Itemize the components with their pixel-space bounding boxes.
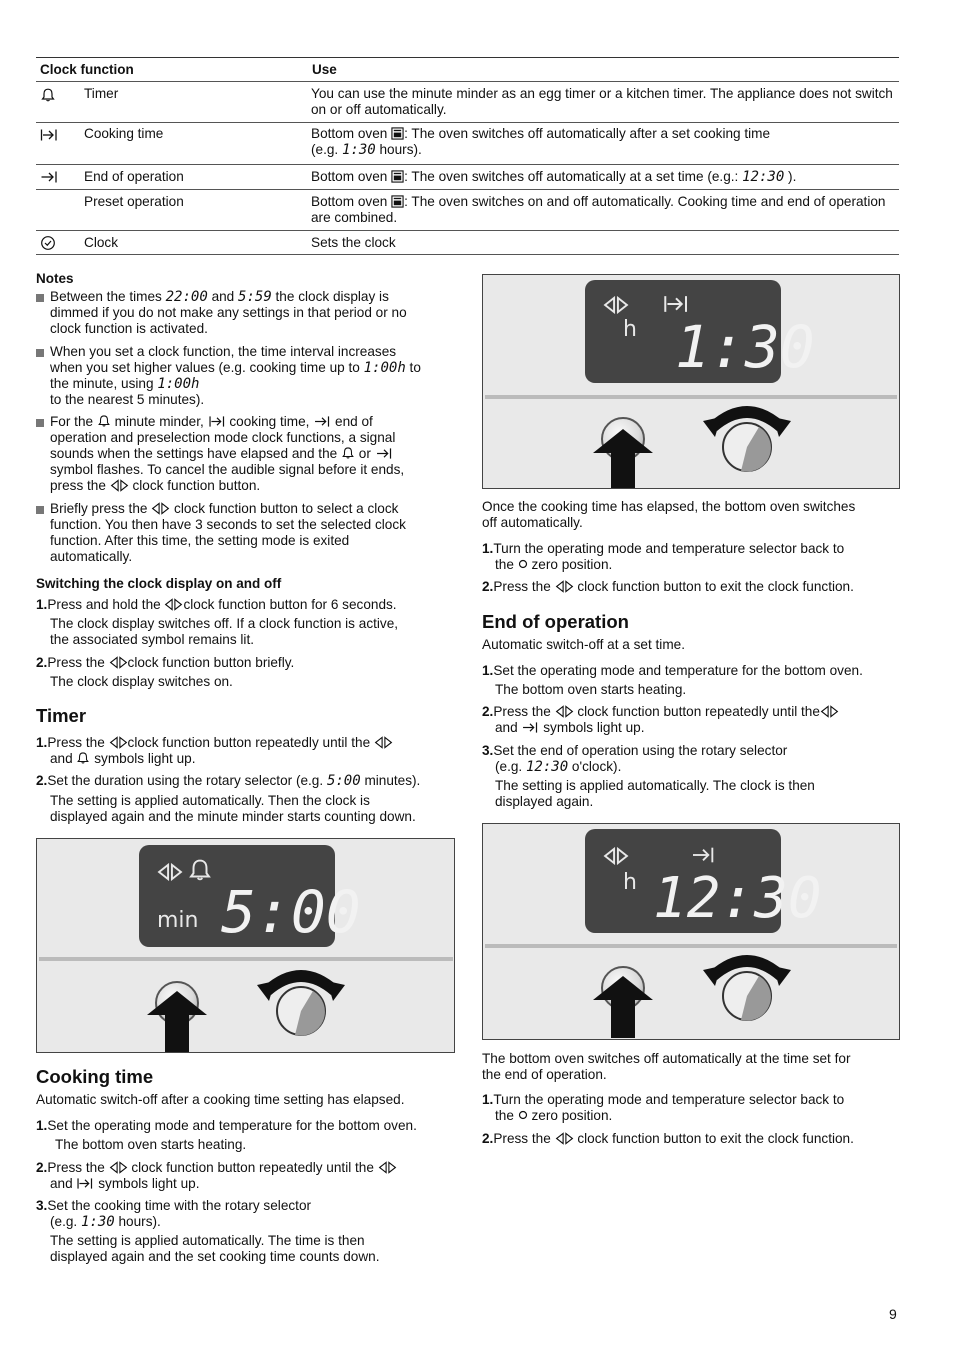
note-text: and (211, 289, 235, 304)
end-of-operation-icon (40, 170, 58, 184)
note-text: the clock display is (275, 289, 389, 304)
step-number: 1. (482, 541, 494, 556)
note-text: press the (50, 478, 106, 493)
use-text: Bottom oven (311, 169, 388, 184)
end-step-1 (482, 663, 902, 679)
note-text: automatically. (50, 549, 133, 564)
note-text: Between the times (50, 289, 162, 304)
bottom-oven-icon (391, 127, 404, 140)
body-text: the end of operation. (482, 1067, 607, 1082)
step-text: clock function button repeatedly until the (577, 704, 820, 719)
function-name: Timer (84, 86, 119, 101)
end-of-operation-icon (375, 447, 393, 460)
display-digits: 5:00 (221, 878, 361, 946)
cooking-after-step-2 (482, 579, 902, 595)
use-text: Bottom oven (311, 126, 388, 141)
step-number: 1. (36, 1118, 48, 1133)
notes-heading: Notes (36, 271, 74, 286)
note-text: when you set higher values (e.g. cooking time up to (50, 360, 360, 375)
step-text: displayed again and the set cooking time counts down. (50, 1249, 380, 1264)
timer-display-figure (36, 838, 455, 1053)
function-use (311, 126, 896, 158)
unit-label: h (623, 870, 637, 895)
switching-step-2-result: The clock display switches on. (50, 674, 233, 689)
clock-function-table (36, 57, 899, 255)
note-text: the minute, using (50, 376, 154, 391)
note-text: Briefly press the (50, 501, 148, 516)
segment-digits: 1:30 (341, 142, 376, 158)
function-use (311, 194, 896, 226)
clock-function-button-icon (110, 479, 129, 492)
note-text: to the nearest 5 minutes). (50, 392, 205, 407)
step-text: zero position. (531, 1108, 613, 1123)
press-arrow-icon (591, 427, 655, 489)
note-text: symbol flashes. To cancel the audible signal before it ends, (50, 462, 405, 477)
step-number: 3. (36, 1198, 48, 1213)
table-header-row (36, 58, 899, 82)
bullet (36, 294, 44, 302)
step-number: 1. (482, 663, 494, 678)
table-row-end-of-operation (36, 165, 899, 190)
oven-display (139, 845, 361, 947)
segment-digits: 22:00 (165, 289, 208, 305)
step-text: clock function button repeatedly until the (131, 1160, 374, 1175)
cooking-after-text (482, 499, 902, 531)
use-text: : The oven switches off automatically at a set time (e.g.: (404, 169, 739, 184)
cooking-time-intro: Automatic switch-off after a cooking time setting has elapsed. (36, 1092, 405, 1107)
function-name: Preset operation (84, 194, 184, 209)
function-name: Cooking time (84, 126, 164, 141)
step-text: clock function button repeatedly until the (127, 735, 371, 750)
segment-digits: 5:00 (326, 773, 361, 789)
timer-step-2-result (50, 793, 460, 825)
end-of-operation-intro: Automatic switch-off at a set time. (482, 637, 685, 652)
step-text: clock function button to exit the clock function. (577, 579, 854, 594)
page-number: 9 (889, 1306, 897, 1322)
unit-label: min (157, 908, 199, 933)
switching-heading: Switching the clock display on and off (36, 576, 282, 591)
table-row-cooking-time (36, 123, 899, 165)
step-text: The setting is applied automatically. The clock is then (495, 778, 815, 793)
clock-function-button-icon (157, 863, 183, 881)
use-text: Bottom oven (311, 194, 388, 209)
cooking-step-1-result: The bottom oven starts heating. (55, 1137, 247, 1152)
step-text: clock function button for 6 seconds. (183, 597, 397, 612)
end-step-3 (482, 743, 902, 775)
end-step-3-result (495, 778, 905, 810)
step-text: clock function button briefly. (127, 655, 295, 670)
step-text: and (50, 751, 73, 766)
step-text: Press the (47, 1160, 105, 1175)
note-text: operation and preselection mode clock functions, a signal (50, 430, 396, 445)
note-2 (50, 344, 460, 408)
step-number: 1. (36, 597, 48, 612)
clock-function-button-icon (820, 705, 839, 718)
note-text: For the (50, 414, 94, 429)
step-text: the (495, 557, 514, 572)
step-number: 2. (482, 579, 494, 594)
step-text: symbols light up. (543, 720, 645, 735)
clock-function-button-icon (378, 1161, 397, 1174)
body-text: off automatically. (482, 515, 583, 530)
step-text: Set the operating mode and temperature for the bottom oven. (47, 1118, 417, 1133)
bell-icon (341, 446, 355, 460)
segment-digits: 12:30 (742, 169, 785, 185)
switching-step-2 (36, 655, 461, 671)
panel-edge (485, 395, 897, 399)
step-text: The setting is applied automatically. Then the clock is (50, 793, 370, 808)
note-text: or (358, 446, 371, 461)
step-text: and (495, 720, 518, 735)
function-use: You can use the minute minder as an egg timer or a kitchen timer. The appliance does not switch on or off automatically. (311, 86, 893, 117)
body-text: Once the cooking time has elapsed, the bottom oven switches (482, 499, 856, 514)
table-header-clock-function: Clock function (40, 62, 134, 77)
cooking-after-step-1 (482, 541, 902, 573)
cooking-time-icon (208, 415, 226, 428)
end-after-step-1 (482, 1092, 902, 1124)
step-text: The setting is applied automatically. The time is then (50, 1233, 365, 1248)
use-text: (e.g. (311, 142, 339, 157)
step-text: Set the operating mode and temperature for the bottom oven. (493, 663, 863, 678)
note-text: clock function button to select a clock (174, 501, 399, 516)
step-number: 2. (36, 655, 48, 670)
segment-digits: 1:00h (157, 376, 200, 392)
note-text: cooking time, (229, 414, 310, 429)
press-arrow-icon (145, 989, 209, 1053)
note-4 (50, 501, 460, 565)
rotary-selector[interactable] (701, 387, 793, 483)
note-text: minute minder, (114, 414, 204, 429)
rotary-selector[interactable] (255, 951, 347, 1047)
clock-function-button-icon (109, 736, 128, 749)
cooking-time-icon (663, 294, 689, 314)
step-text: symbols light up. (94, 751, 196, 766)
clock-function-button-icon (374, 736, 393, 749)
step-number: 1. (482, 1092, 494, 1107)
press-arrow-icon (591, 974, 655, 1038)
bell-icon (76, 751, 90, 765)
body-text: The bottom oven switches off automatically at the time set for (482, 1051, 851, 1066)
note-text: end of (335, 414, 373, 429)
end-of-operation-icon (691, 845, 715, 865)
step-text: symbols light up. (98, 1176, 200, 1191)
panel-edge (485, 944, 897, 948)
bullet (36, 349, 44, 357)
step-text: o'clock). (571, 759, 622, 774)
end-after-step-2 (482, 1131, 902, 1147)
bell-icon (187, 857, 213, 883)
oven-display (585, 280, 815, 383)
segment-digits: 1:30 (80, 1214, 115, 1230)
note-text: clock function is activated. (50, 321, 208, 336)
step-text: Press the (493, 1131, 551, 1146)
step-text: zero position. (531, 557, 613, 572)
end-step-1-result: The bottom oven starts heating. (495, 682, 687, 697)
oven-display (585, 829, 822, 933)
step-text: (e.g. (50, 1214, 78, 1229)
table-row-preset-operation (36, 190, 899, 231)
note-text: When you set a clock function, the time interval increases (50, 344, 397, 359)
end-step-2 (482, 704, 902, 736)
zero-position-icon (518, 1110, 528, 1120)
step-text: displayed again and the minute minder starts counting down. (50, 809, 416, 824)
zero-position-icon (518, 559, 528, 569)
bullet (36, 419, 44, 427)
step-text: Turn the operating mode and temperature selector back to (493, 541, 845, 556)
end-of-operation-icon (521, 721, 539, 734)
step-text: Press the (493, 579, 551, 594)
step-text: Set the duration using the rotary selector (e.g. (47, 773, 324, 788)
step-number: 2. (482, 704, 494, 719)
step-number: 2. (482, 1131, 494, 1146)
step-number: 2. (36, 773, 48, 788)
step-text: and (50, 1176, 73, 1191)
switching-step-1 (36, 597, 461, 613)
step-text: clock function button to exit the clock function. (577, 1131, 854, 1146)
end-after-text (482, 1051, 902, 1083)
cooking-step-3-result (50, 1233, 460, 1265)
step-number: 1. (36, 735, 48, 750)
timer-step-2 (36, 773, 461, 789)
note-3 (50, 414, 460, 494)
function-use (311, 169, 896, 185)
function-name: Clock (84, 235, 118, 250)
clock-function-button-icon (109, 656, 128, 669)
clock-function-button-icon (603, 847, 629, 865)
step-text: Set the end of operation using the rotary selector (493, 743, 788, 758)
panel-edge (39, 957, 453, 961)
table-row-timer (36, 82, 899, 123)
segment-digits: 1:00h (363, 360, 406, 376)
switching-step-1-result (50, 616, 460, 648)
end-of-operation-icon (313, 415, 331, 428)
step-text: (e.g. (495, 759, 523, 774)
segment-digits: 5:59 (238, 289, 272, 305)
clock-function-button-icon (555, 580, 574, 593)
clock-function-button-icon (151, 502, 170, 515)
step-text: Set the cooking time with the rotary selector (47, 1198, 312, 1213)
step-number: 2. (36, 1160, 48, 1175)
cooking-step-3 (36, 1198, 461, 1230)
step-text: Press the (493, 704, 551, 719)
end-of-operation-heading: End of operation (482, 611, 629, 632)
step-text: Press and hold the (47, 597, 161, 612)
clock-function-button-icon (109, 1161, 128, 1174)
clock-icon (40, 235, 56, 251)
cooking-step-1 (36, 1118, 461, 1134)
table-row-clock (36, 231, 899, 255)
use-text: ). (788, 169, 797, 184)
end-of-operation-display-figure (482, 823, 900, 1040)
bell-icon (40, 88, 56, 102)
bullet (36, 506, 44, 514)
clock-function-button-icon (555, 1132, 574, 1145)
step-text: displayed again. (495, 794, 594, 809)
note-text: dimmed if you do not make any settings in that period or no (50, 305, 407, 320)
note-text: sounds when the settings have elapsed and the (50, 446, 338, 461)
clock-function-button-icon (164, 598, 183, 611)
unit-label: h (623, 317, 637, 342)
use-text: : The oven switches on and off automatically. Cooking time and end of operation are combined. (311, 194, 886, 225)
clock-function-button-icon (555, 705, 574, 718)
table-header-use: Use (312, 62, 337, 77)
step-text: the (495, 1108, 514, 1123)
note-text: clock function button. (132, 478, 261, 493)
step-text: the associated symbol remains lit. (50, 632, 254, 647)
cooking-time-heading: Cooking time (36, 1066, 154, 1087)
bottom-oven-icon (391, 170, 404, 183)
use-text: : The oven switches off automatically after a set cooking time (404, 126, 771, 141)
cooking-step-2 (36, 1160, 461, 1192)
step-number: 3. (482, 743, 494, 758)
rotary-selector[interactable] (701, 936, 793, 1032)
step-text: Press the (47, 655, 105, 670)
timer-heading: Timer (36, 705, 87, 726)
bell-icon (97, 414, 111, 428)
cooking-time-display-figure (482, 274, 900, 489)
bottom-oven-icon (391, 195, 404, 208)
note-text: to (409, 360, 421, 375)
clock-function-button-icon (603, 296, 629, 314)
step-text: Press the (47, 735, 105, 750)
step-text: minutes). (364, 773, 421, 788)
function-name: End of operation (84, 169, 184, 184)
step-text: Turn the operating mode and temperature selector back to (493, 1092, 845, 1107)
note-text: function. After this time, the setting mode is exited (50, 533, 350, 548)
timer-step-1 (36, 735, 461, 767)
note-text: function. You then have 3 seconds to set the selected clock (50, 517, 406, 532)
note-1 (50, 289, 460, 337)
step-text: The clock display switches off. If a clock function is active, (50, 616, 399, 631)
function-use: Sets the clock (311, 235, 396, 250)
cooking-time-icon (76, 1177, 94, 1190)
step-text: hours). (118, 1214, 161, 1229)
display-digits: 1:30 (675, 313, 815, 381)
use-text: hours). (379, 142, 422, 157)
segment-digits: 12:30 (525, 759, 569, 775)
display-digits: 12:30 (653, 866, 822, 931)
cooking-time-icon (40, 128, 58, 142)
